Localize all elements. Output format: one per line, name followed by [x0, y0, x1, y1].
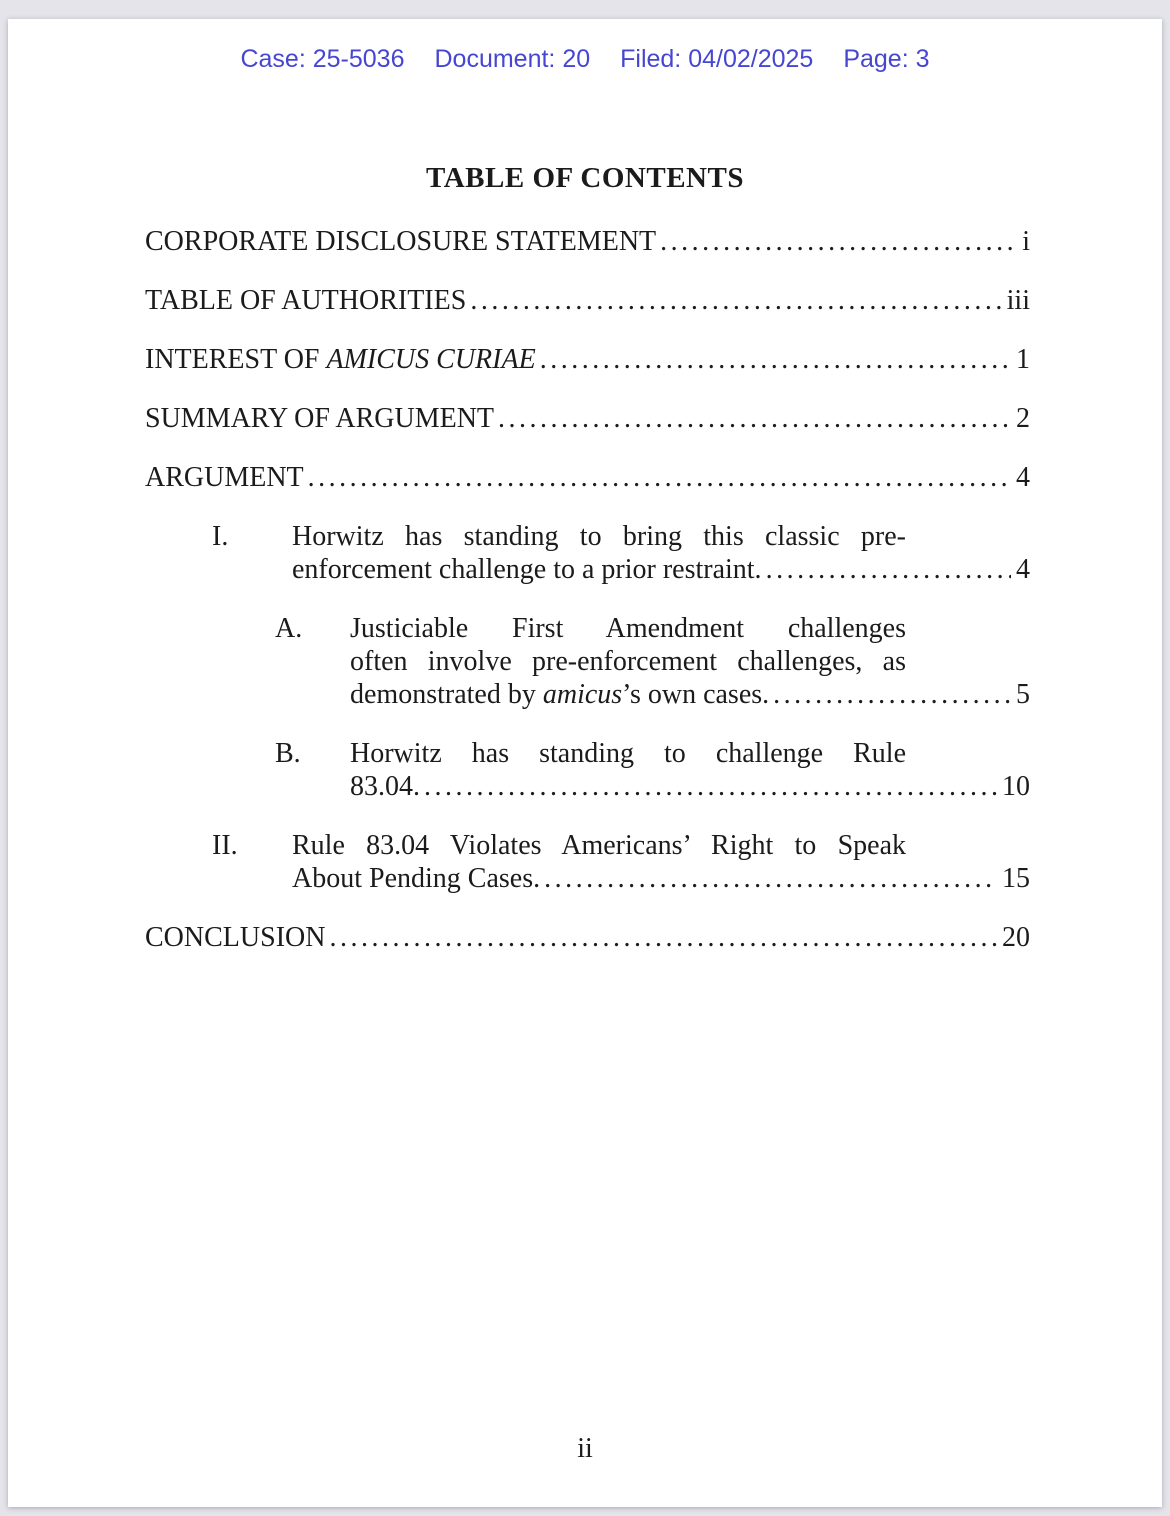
- toc-entry-text: 83.04.: [350, 771, 420, 802]
- toc-line: [145, 225, 1030, 258]
- header-case-number: Case: 25-5036: [240, 45, 405, 73]
- dot-leader: [660, 225, 1017, 258]
- toc-line: [145, 284, 1030, 317]
- page-number-footer: ii: [577, 1433, 593, 1464]
- toc-entry-page: 1: [1016, 344, 1030, 375]
- toc-entry-text: ARGUMENT: [145, 462, 304, 493]
- dot-leader: [540, 343, 1011, 376]
- toc-entry-numeral: II.: [212, 830, 238, 861]
- toc-entry-text-line: Horwitz has standing to challenge Rule: [350, 738, 906, 769]
- toc-line: [292, 862, 1030, 895]
- toc-entry-section-i: [212, 520, 1030, 586]
- toc-entry-page: i: [1022, 226, 1030, 257]
- toc-entry-text-italic: amicus: [542, 679, 623, 710]
- toc-entry-page: iii: [1006, 285, 1030, 316]
- toc-entry-text: CONCLUSION: [145, 922, 326, 953]
- toc-entry-page: 5: [1016, 679, 1030, 710]
- dot-leader: [498, 402, 1011, 435]
- toc-entry-section-ii: [212, 829, 1030, 895]
- toc-line: [145, 343, 1030, 376]
- toc-entry-page: 2: [1016, 403, 1030, 434]
- toc-entry-text: enforcement challenge to a prior restraint.: [292, 554, 762, 585]
- toc-line: [145, 461, 1030, 494]
- toc-entry-letter: B.: [275, 738, 301, 769]
- toc-entry-text: SUMMARY OF ARGUMENT: [145, 403, 495, 434]
- toc-entry-text-line: Justiciable First Amendment challenges: [350, 613, 906, 644]
- toc-entry-text-line: Horwitz has standing to bring this classic pre-: [292, 521, 906, 552]
- toc-entry-page: 20: [1002, 922, 1030, 953]
- toc-entry-text: CORPORATE DISCLOSURE STATEMENT: [145, 226, 657, 257]
- toc-line: [350, 678, 1030, 711]
- toc-entry-conclusion: [145, 921, 1030, 954]
- toc-line: [292, 553, 1030, 586]
- header-filed-date: Filed: 04/02/2025: [620, 45, 814, 73]
- toc-entry-letter: A.: [275, 613, 303, 644]
- toc-entry-subsection-b: [275, 737, 1030, 803]
- toc-entry-page: 4: [1016, 462, 1030, 493]
- toc-entry-interest-of-amicus: [145, 343, 1030, 376]
- toc-entry-page: 4: [1016, 554, 1030, 585]
- toc-entry-text: TABLE OF AUTHORITIES: [145, 285, 467, 316]
- toc-entry-text-line: Rule 83.04 Violates Americans’ Right to Speak: [292, 830, 906, 861]
- dot-leader: [424, 770, 997, 803]
- toc-entry-text-italic: AMICUS CURIAE: [326, 344, 536, 375]
- toc-line: [145, 921, 1030, 954]
- toc-entry-text: [350, 678, 769, 711]
- dot-leader: [766, 553, 1011, 586]
- header-page-number: Page: 3: [843, 45, 930, 73]
- toc-entry-text-plain: INTEREST OF: [145, 344, 327, 375]
- document-page: [8, 19, 1162, 1507]
- toc-entry-summary-of-argument: [145, 402, 1030, 435]
- dot-leader: [470, 284, 1001, 317]
- dot-leader: [308, 461, 1011, 494]
- table-of-contents: [145, 225, 1030, 954]
- toc-line: [350, 770, 1030, 803]
- toc-entry-numeral: I.: [212, 521, 229, 552]
- toc-title: TABLE OF CONTENTS: [426, 162, 744, 194]
- header-document-number: Document: 20: [434, 45, 591, 73]
- toc-entry-text-plain: demonstrated by: [350, 679, 543, 710]
- toc-entry-text-line: often involve pre-enforcement challenges, as: [350, 646, 906, 677]
- toc-entry-corporate-disclosure: [145, 225, 1030, 258]
- toc-entry-page: 15: [1002, 863, 1030, 894]
- toc-entry-argument: [145, 461, 1030, 494]
- dot-leader: [773, 678, 1011, 711]
- toc-entry-subsection-a: [275, 612, 1030, 711]
- dot-leader: [329, 921, 997, 954]
- toc-entry-text: [145, 343, 536, 376]
- toc-entry-page: 10: [1002, 771, 1030, 802]
- toc-line: [145, 402, 1030, 435]
- toc-entry-text-plain: ’s own cases.: [622, 679, 770, 710]
- toc-entry-text: About Pending Cases.: [292, 863, 541, 894]
- toc-entry-table-of-authorities: [145, 284, 1030, 317]
- dot-leader: [544, 862, 997, 895]
- court-header: [8, 19, 1162, 74]
